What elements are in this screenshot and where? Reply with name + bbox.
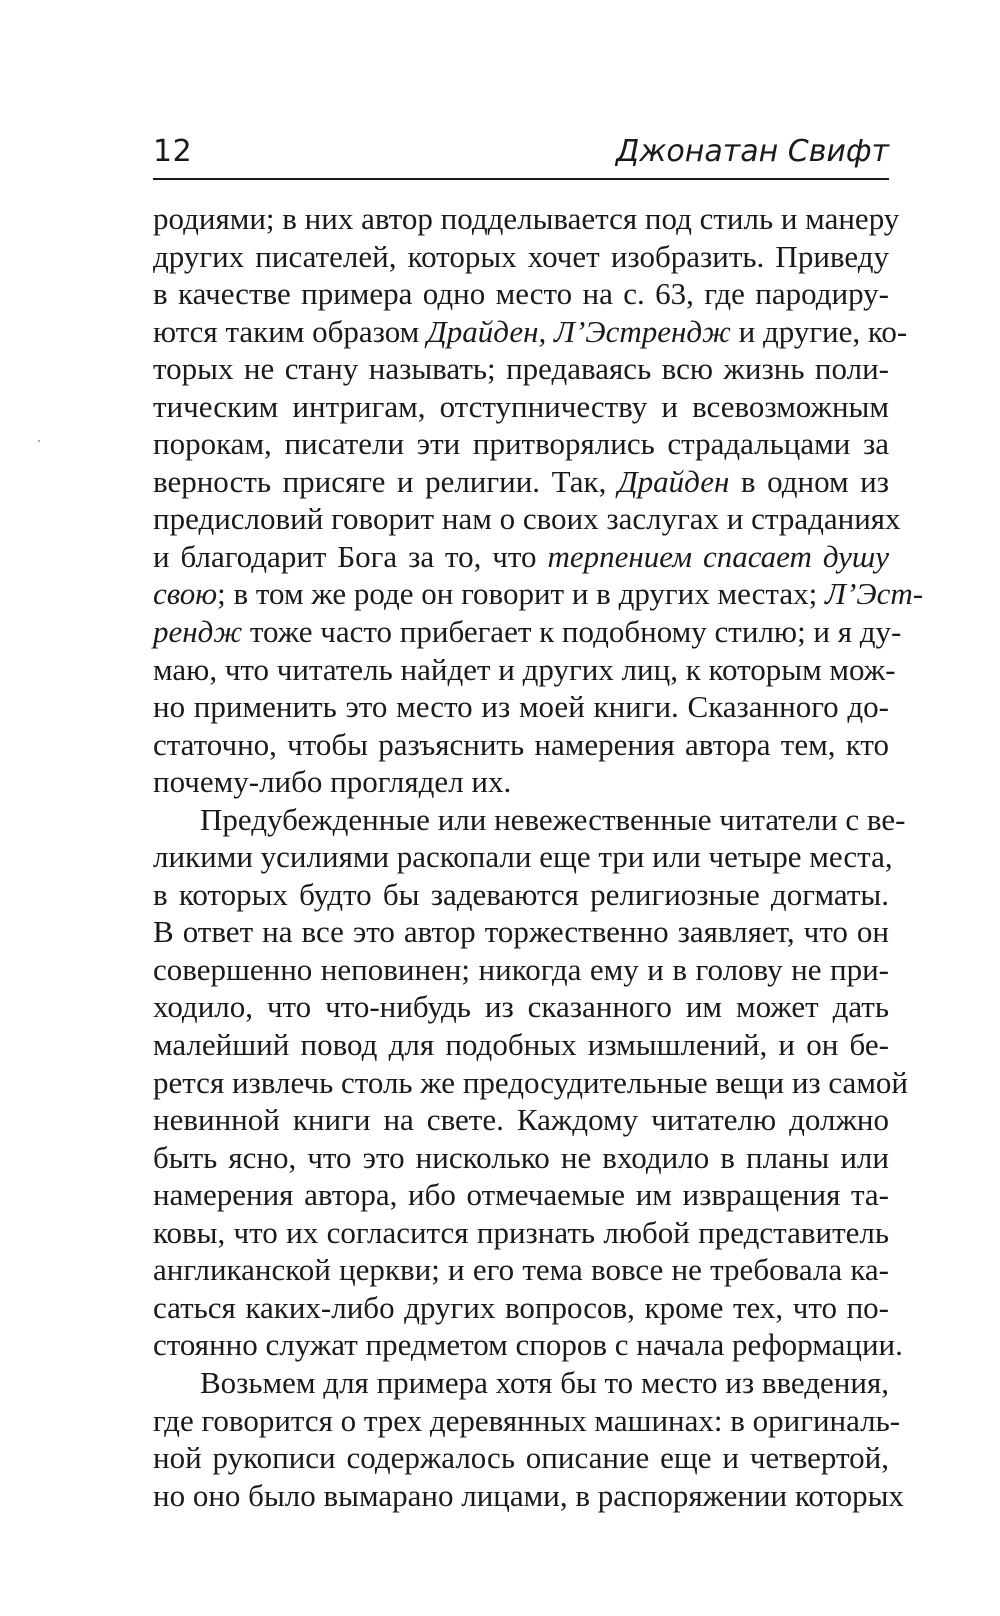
text-line [153, 988, 889, 1026]
text-segment: верность присяге и религии. Так, [153, 463, 618, 499]
text-line [153, 763, 889, 801]
text-line [153, 801, 906, 839]
text-segment: Предубежденные или невежественные читатели с ве- [200, 801, 906, 837]
text-segment: торых не стану называть; предаваясь всю жизнь поли- [153, 351, 889, 387]
text-segment: тоже часто прибегает к подобному стилю; и я ду- [242, 614, 902, 650]
text-line [153, 575, 924, 613]
text-segment: в которых будто бы задеваются религиозные догматы. [153, 876, 889, 912]
text-segment: предисловий говорит нам о своих заслугах и страданиях [153, 501, 901, 537]
text-segment: рется извлечь столь же предосудительные вещи из самой [153, 1064, 909, 1100]
text-segment: и другие, ко- [730, 313, 908, 349]
text-segment: но оно было вымарано лицами, в распоряжении которых [153, 1477, 904, 1513]
text-line [153, 1289, 889, 1327]
text-line [153, 1402, 901, 1440]
running-title: Джонатан Свифт [615, 134, 889, 169]
text-line [153, 913, 889, 951]
text-line [153, 313, 908, 351]
text-line [153, 1251, 889, 1289]
text-line [153, 1139, 889, 1177]
text-line [153, 651, 896, 689]
text-segment: англиканской церкви; и его тема вовсе не требовала ка- [153, 1252, 889, 1288]
text-line [153, 350, 889, 388]
italic-text: свою [153, 576, 218, 612]
body-text [153, 200, 924, 1514]
text-line [153, 1326, 903, 1364]
paragraph [153, 1364, 904, 1514]
paragraph [153, 801, 909, 1364]
text-segment: стоянно служат предметом споров с начала реформации. [153, 1327, 903, 1363]
text-line [153, 1364, 889, 1402]
text-line [153, 500, 901, 538]
text-line [153, 238, 889, 276]
text-line [153, 1439, 889, 1477]
text-line [153, 838, 893, 876]
text-segment: ковы, что их согласится признать любой представитель [153, 1214, 889, 1250]
text-line [153, 613, 902, 651]
text-segment: порокам, писатели эти притворялись страдальцами за [153, 426, 889, 462]
italic-text: Драйден, Л’Эстрендж [427, 313, 731, 349]
text-segment: и благодарит Бога за то, что [153, 538, 548, 574]
text-line [153, 876, 889, 914]
text-line [153, 1101, 889, 1139]
italic-text: рендж [153, 614, 243, 650]
text-segment: малейший повод для подобных измышлений, и он бе- [153, 1027, 889, 1063]
text-segment: ются таким образом [153, 313, 428, 349]
text-line [153, 1477, 904, 1515]
text-segment: быть ясно, что это нисколько не входило в планы или [153, 1139, 889, 1175]
italic-text: Л’Эст- [824, 576, 924, 612]
text-segment: других писателей, которых хочет изобразить. Приведу [153, 238, 889, 274]
text-segment: где говорится о трех деревянных машинах: в оригиналь- [153, 1402, 901, 1438]
scan-speck [38, 440, 40, 442]
text-segment: тическим интригам, отступничеству и всевозможным [153, 388, 889, 424]
text-segment: саться каких-либо других вопросов, кроме тех, что по- [153, 1289, 889, 1325]
running-head [153, 128, 889, 180]
text-line [153, 1176, 889, 1214]
text-line [153, 425, 889, 463]
text-line [153, 538, 889, 576]
text-segment: почему-либо проглядел их. [153, 764, 512, 800]
text-segment: статочно, чтобы разъяснить намерения автора тем, кто [153, 726, 889, 762]
text-segment: но применить это место из моей книги. Сказанного до- [153, 689, 889, 725]
text-segment: невинной книги на свете. Каждому читателю должно [153, 1102, 889, 1138]
page-number: 12 [153, 134, 193, 169]
text-line [153, 726, 889, 764]
text-segment: В ответ на все это автор торжественно заявляет, что он [153, 914, 889, 950]
text-segment: в качестве примера одно место на с. 63, где пародиру- [153, 276, 889, 312]
text-line [153, 200, 900, 238]
italic-text: терпением спасает душу [547, 538, 890, 574]
text-segment: ходило, что что-нибудь из сказанного им может дать [153, 989, 889, 1025]
text-segment: ; в том же роде он говорит и в других местах; [217, 576, 825, 612]
text-line [153, 1026, 889, 1064]
text-segment: в одном из [729, 463, 889, 499]
text-line [153, 1064, 909, 1102]
text-segment: совершенно неповинен; никогда ему и в голову не при- [153, 951, 889, 987]
text-line [153, 463, 889, 501]
text-segment: намерения автора, ибо отмечаемые им извращения та- [153, 1177, 889, 1213]
text-segment: маю, что читатель найдет и других лиц, к которым мож- [153, 651, 896, 687]
text-line [153, 1214, 889, 1252]
text-line [153, 688, 889, 726]
text-line [153, 275, 889, 313]
text-segment: Возьмем для примера хотя бы то место из введения, [200, 1364, 889, 1400]
text-segment: родиями; в них автор подделывается под стиль и манеру [153, 201, 900, 236]
italic-text: Драйден [617, 463, 730, 499]
text-segment: ной рукописи содержалось описание еще и четвертой, [153, 1440, 889, 1476]
paragraph [153, 200, 924, 801]
text-segment: ликими усилиями раскопали еще три или четыре места, [153, 839, 893, 875]
text-line [153, 951, 889, 989]
text-line [153, 388, 889, 426]
